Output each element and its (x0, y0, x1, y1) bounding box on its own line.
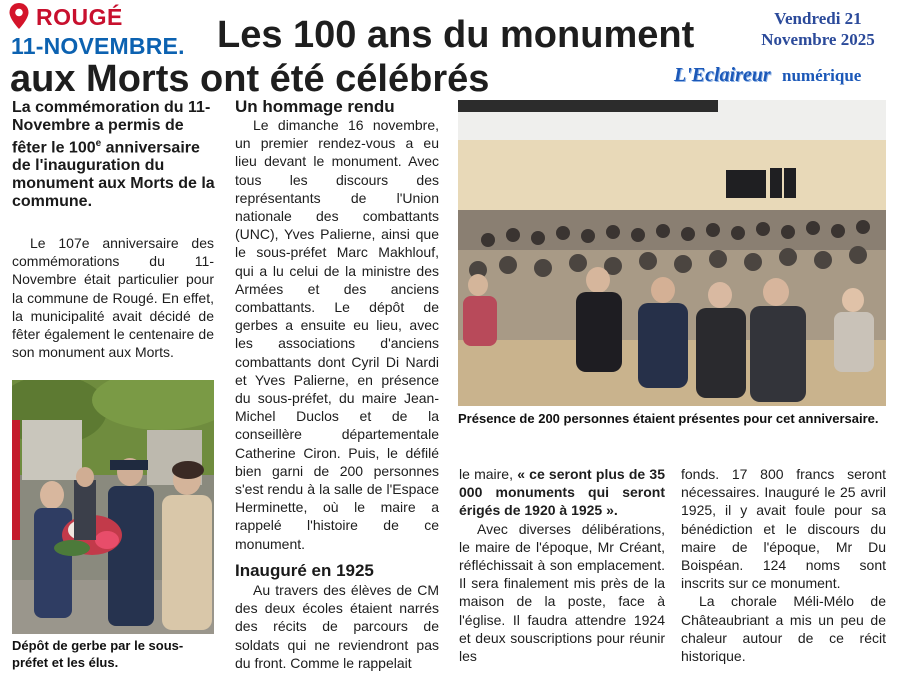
column-2-paragraph-2: Au travers des élèves de CM des deux écoles étaient narrés des récits de parcours de soldats qui ne reviendront pas du front. Comme le rappelait (235, 582, 439, 671)
newspaper-logo-sub: numérique (782, 66, 862, 85)
map-pin-icon (8, 2, 30, 30)
photo-wreath-laying (12, 380, 214, 634)
column-3-quote-paragraph (459, 465, 665, 520)
article-lead (12, 99, 218, 211)
photo-audience-hall (458, 100, 886, 406)
issue-date-line-2: Novembre 2025 (761, 30, 875, 49)
column-1-paragraph: Le 107e anniversaire des commémorations du 11-Novembre était particulier pour la commune de Rougé. En effet, la municipalité avait décidé de fêter également le centenaire de son monument aux Morts. (12, 235, 214, 361)
town-name: ROUGÉ (36, 4, 123, 30)
lead-text-part-1: La commémoration du 11-Novembre a permis de fêter le 100 (12, 99, 211, 157)
column-4-paragraph-1: fonds. 17 800 francs seront nécessaires. Inauguré le 25 avril 1925, il y avait foule pour sa bénédiction et le discours du maire de l'époque, Mr Du Boispéan. 124 noms sont inscrits sur ce monument. (681, 466, 886, 592)
issue-date-line-1: Vendredi 21 (774, 9, 862, 28)
column-2-continued (235, 581, 439, 672)
issue-date (748, 8, 888, 50)
column-4-paragraph-2: La chorale Méli-Mélo de Châteaubriant a mis un peu de chaleur autour de ce récit historique. (681, 593, 886, 665)
lead-text-part-2: anniversaire de l'inauguration du monument aux Morts de la commune. (12, 139, 215, 211)
column-1 (12, 234, 214, 361)
headline-line-1: Les 100 ans du monument (217, 14, 695, 56)
column-3-lead-in: le maire, (459, 466, 518, 482)
event-kicker: 11-NOVEMBRE. (11, 33, 185, 59)
column-3 (459, 465, 665, 665)
subheading-inaugure: Inauguré en 1925 (235, 561, 374, 580)
column-2 (235, 116, 439, 553)
column-4 (681, 465, 886, 665)
photo-left-caption: Dépôt de gerbe par le sous-préfet et les élus. (12, 638, 184, 670)
column-2-paragraph-1: Le dimanche 16 novembre, un premier rendez-vous a eu lieu devant le monument. Avec tous les discours des représentants de l'Union nationale des combattants (UNC), Yves Palierne, ainsi que le sous-préfet Marc Makhlouf, qui a lu celui de la ministre des Armées et des anciens combattants. Le dépôt de gerbes a ensuite eu lieu, avec les associations d'anciens combattants dont Cyril Di Nardi et Yves Palierne, en présence du sous-préfet, du maire Jean-Michel Duclos et de la conseillère départementale Catherine Ciron. Puis, le défilé bien garni de 200 personnes s'est rendu à la salle de l'Espace Herminette, où le maire a rappelé l'histoire de ce monument. (235, 117, 439, 552)
lead-superscript: e (95, 138, 102, 149)
subheading-hommage: Un hommage rendu (235, 97, 395, 116)
headline-line-2: aux Morts ont été célébrés (10, 58, 490, 100)
newspaper-logo: L'Eclaireur (674, 64, 771, 86)
mayor-quote: « ce seront plus de 35 000 monuments qui seront érigés de 1920 à 1925 ». (459, 466, 665, 519)
column-3-paragraph: Avec diverses délibérations, le maire de l'époque, Mr Créant, réfléchissait à son emplacement. Il sera finalement mis près de la maison de la poste, face à l'église. Il faudra attendre 1924 et deux souscriptions pour réunir les (459, 520, 665, 665)
photo-right-caption: Présence de 200 personnes étaient présentes pour cet anniversaire. (458, 411, 879, 426)
